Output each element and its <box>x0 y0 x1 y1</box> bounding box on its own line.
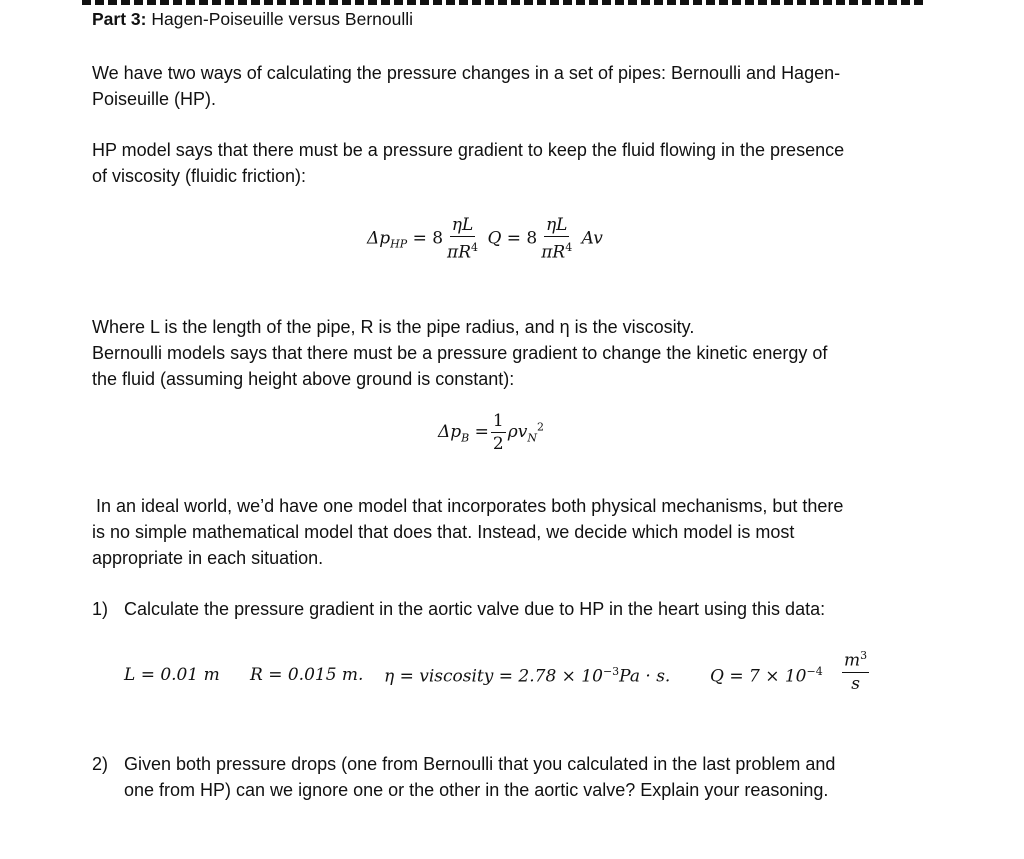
half-fraction: $\frac{1}{2}$ <box>492 411 504 454</box>
hp-fraction-1: $\frac{\eta L}{\pi R^4}$ <box>447 215 479 263</box>
flow-unit-fraction: $\frac{m^3}{s}$ <box>840 646 871 694</box>
question-2 <box>92 751 836 800</box>
hp-description: HP model says that there must be a pressure gradient to keep the fluid flowing in the presence of viscosity (fluidic friction): <box>92 140 845 186</box>
hp-equation: $\Delta p_{HP} = 8$ $\frac{\eta L}{\pi R^4}$ Q = 8 $\frac{\eta L}{\pi R^4}$ Av <box>367 215 603 263</box>
intro-paragraph: We have two ways of calculating the pressure changes in a set of pipes: Bernoulli and Hagen- Poiseuille (HP). <box>92 63 841 109</box>
section-heading: Part 3: Hagen-Poiseuille versus Bernoulli <box>92 9 414 29</box>
section-title: Hagen-Poiseuille versus Bernoulli <box>151 9 414 29</box>
flow-rate-value: $Q = 7 \times 10^{-4}$ <box>710 665 823 687</box>
given-data-line: L = 0.01 m <box>124 665 220 685</box>
question-1 <box>92 596 826 622</box>
question-2-number: 2) <box>92 754 109 774</box>
part-label: Part 3 <box>92 9 141 29</box>
viscosity-value: η = viscosity = $2.78 \times 10^{-3}Pa \cdot s$. <box>384 665 671 687</box>
question-2-text: Given both pressure drops (one from Bernoulli that you calculated in the last problem and one from HP) can we ignore one or the other in the aortic valve? Explain your reasoning. <box>124 754 836 800</box>
ideal-world-paragraph: In an ideal world, we’d have one model that incorporates both physical mechanisms, but there is no simple mathematical model that does that. Instead, we decide which model is most appropriate in each situation. <box>92 496 844 568</box>
question-1-text: Calculate the pressure gradient in the aortic valve due to HP in the heart using this data: <box>124 599 826 619</box>
bernoulli-equation: $\Delta p_B$ = $\frac{1}{2}$ $\rho v_N^2$ <box>438 411 544 454</box>
hp-fraction-2: $\frac{\eta L}{\pi R^4}$ <box>541 215 573 263</box>
where-paragraph: Where L is the length of the pipe, R is the pipe radius, and η is the viscosity. Bernoulli models says that there must be a pressure gradient to change the kinetic energy of the fluid (assuming height above ground is constant): <box>92 317 828 389</box>
dashed-rule <box>82 0 927 5</box>
question-1-number: 1) <box>92 599 109 619</box>
radius-value: R = 0.015 m. <box>250 665 364 685</box>
